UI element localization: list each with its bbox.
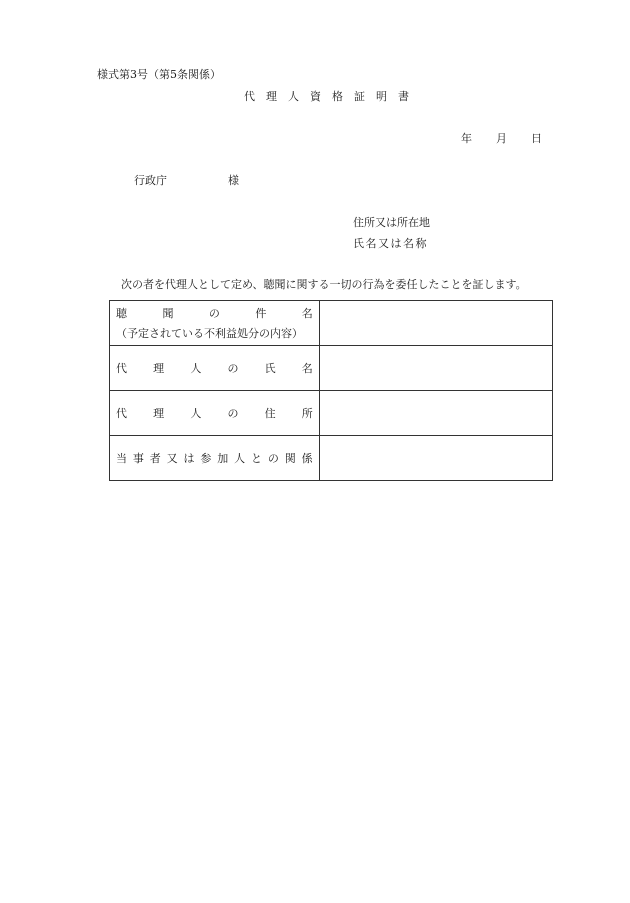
addressee-honorific: 様: [228, 174, 239, 187]
label-char: の: [267, 451, 279, 465]
label-char: の: [208, 306, 220, 320]
table-row: [110, 346, 553, 391]
row-label-cell: [110, 436, 320, 481]
label-char: 当: [116, 451, 127, 465]
label-char: 人: [190, 361, 202, 375]
label-char: の: [227, 361, 239, 375]
table-row: [110, 391, 553, 436]
label-char: 聴: [116, 306, 127, 320]
label-char: 名: [301, 361, 313, 375]
label-char: 又: [166, 451, 178, 465]
label-char: 者: [149, 451, 161, 465]
table-row: [110, 301, 553, 346]
row-sublabel: （予定されている不利益処分の内容）: [116, 326, 303, 340]
label-char: 加: [217, 451, 229, 465]
certification-statement: 次の者を代理人として定め、聴聞に関する一切の行為を委任したことを証します。: [121, 278, 527, 291]
label-char: 聞: [162, 306, 174, 320]
label-char: 代: [116, 406, 127, 420]
row-value-field[interactable]: [319, 391, 552, 436]
label-char: 代: [116, 361, 127, 375]
label-char: の: [227, 406, 239, 420]
row-label-cell: [110, 346, 320, 391]
label-char: 住: [264, 406, 276, 420]
signer-name-label: 氏名又は名称: [353, 237, 428, 250]
row-label-cell: [110, 391, 320, 436]
signer-address-label: 住所又は所在地: [353, 216, 430, 229]
label-char: 所: [301, 406, 313, 420]
row-label: [116, 453, 313, 464]
date-year-label: 年: [461, 132, 472, 145]
form-number: 様式第3号（第5条関係）: [97, 68, 221, 81]
label-char: 理: [153, 361, 165, 375]
row-label: [116, 408, 313, 419]
label-char: 理: [153, 406, 165, 420]
row-label: [116, 308, 313, 319]
date-line: [461, 133, 542, 144]
row-value-field[interactable]: [319, 346, 552, 391]
label-char: 人: [234, 451, 246, 465]
label-char: 関: [284, 451, 296, 465]
row-label: [116, 363, 313, 374]
document-title: 代理人資格証明書: [244, 90, 420, 103]
label-char: 名: [301, 306, 313, 320]
label-char: 人: [190, 406, 202, 420]
table-row: [110, 436, 553, 481]
label-char: 氏: [264, 361, 276, 375]
label-char: 事: [132, 451, 144, 465]
addressee-agency: 行政庁: [134, 174, 167, 187]
row-label-cell: [110, 301, 320, 346]
label-char: は: [183, 451, 195, 465]
label-char: 件: [255, 306, 267, 320]
label-char: と: [251, 451, 262, 465]
date-month-label: 月: [496, 132, 507, 145]
label-char: 係: [301, 451, 313, 465]
date-day-label: 日: [531, 132, 542, 145]
label-char: 参: [200, 451, 212, 465]
row-value-field[interactable]: [319, 301, 552, 346]
delegation-table: [109, 300, 553, 481]
row-value-field[interactable]: [319, 436, 552, 481]
